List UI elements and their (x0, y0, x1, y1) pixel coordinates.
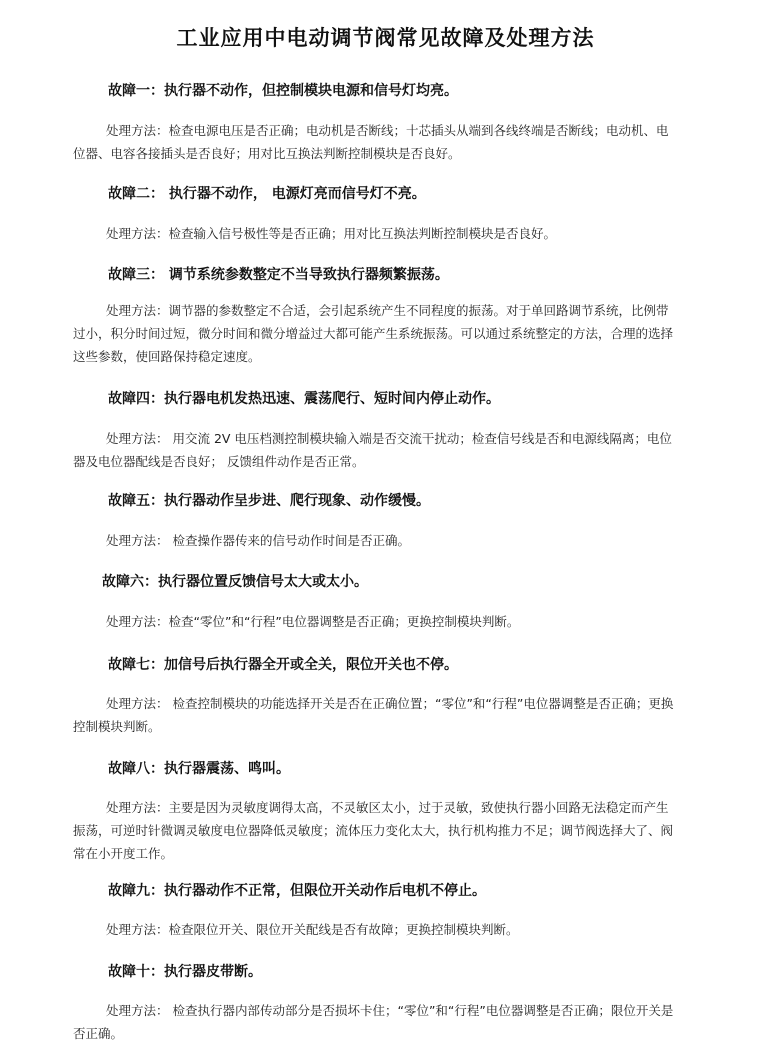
fault-5-method: 处理方法： 检查操作器传来的信号动作时间是否正确。 (106, 533, 410, 548)
fault-3-heading: 故障三： 调节系统参数整定不当导致执行器频繁振荡。 (108, 267, 449, 283)
fault-10-method: 处理方法： 检查执行器内部传动部分是否损坏卡住；“零位”和“行程”电位器调整是否正确；限位开关是否正确。 (73, 1003, 674, 1041)
fault-9-method: 处理方法：检查限位开关、限位开关配线是否有故障；更换控制模块判断。 (106, 922, 519, 937)
fault-1-heading: 故障一：执行器不动作，但控制模块电源和信号灯均亮。 (108, 83, 458, 99)
fault-5-heading: 故障五：执行器动作呈步进、爬行现象、动作缓慢。 (108, 493, 430, 509)
fault-10-heading: 故障十：执行器皮带断。 (108, 964, 262, 980)
fault-4-heading: 故障四：执行器电机发热迅速、震荡爬行、短时间内停止动作。 (108, 391, 500, 407)
fault-8-method: 处理方法：主要是因为灵敏度调得太高，不灵敏区太小，过于灵敏，致使执行器小回路无法稳定而产生振荡，可逆时针微调灵敏度电位器降低灵敏度；流体压力变化太大，执行机构推力不足；调节阀选择大了、阀常在小开度工作。 (73, 800, 674, 861)
fault-4-method: 处理方法： 用交流 2V 电压档测控制模块输入端是否交流干扰动；检查信号线是否和电源线隔离；电位器及电位器配线是否良好； 反馈组件动作是否正常。 (73, 431, 672, 469)
fault-6-method: 处理方法：检查“零位”和“行程”电位器调整是否正确；更换控制模块判断。 (106, 614, 520, 629)
fault-7-heading: 故障七：加信号后执行器全开或全关，限位开关也不停。 (108, 657, 458, 673)
fault-2-method: 处理方法：检查输入信号极性等是否正确；用对比互换法判断控制模块是否良好。 (106, 226, 557, 241)
fault-7-method: 处理方法： 检查控制模块的功能选择开关是否在正确位置；“零位”和“行程”电位器调整是否正确；更换控制模块判断。 (73, 696, 674, 734)
fault-9-heading: 故障九：执行器动作不正常，但限位开关动作后电机不停止。 (108, 883, 486, 899)
fault-2-heading: 故障二： 执行器不动作， 电源灯亮而信号灯不亮。 (108, 186, 426, 202)
fault-8-heading: 故障八：执行器震荡、鸣叫。 (108, 761, 290, 777)
fault-3-method: 处理方法：调节器的参数整定不合适，会引起系统产生不同程度的振荡。对于单回路调节系统，比例带过小，积分时间过短，微分时间和微分增益过大都可能产生系统振荡。可以通过系统整定的方法，合理的选择这些参数，使回路保持稳定速度。 (73, 303, 674, 364)
page-title: 工业应用中电动调节阀常见故障及处理方法 (176, 26, 595, 50)
fault-1-method: 处理方法：检查电源电压是否正确；电动机是否断线；十芯插头从端到各线终端是否断线；电动机、电位器、电容各接插头是否良好；用对比互换法判断控制模块是否良好。 (73, 123, 669, 161)
fault-6-heading: 故障六：执行器位置反馈信号太大或太小。 (102, 574, 368, 590)
